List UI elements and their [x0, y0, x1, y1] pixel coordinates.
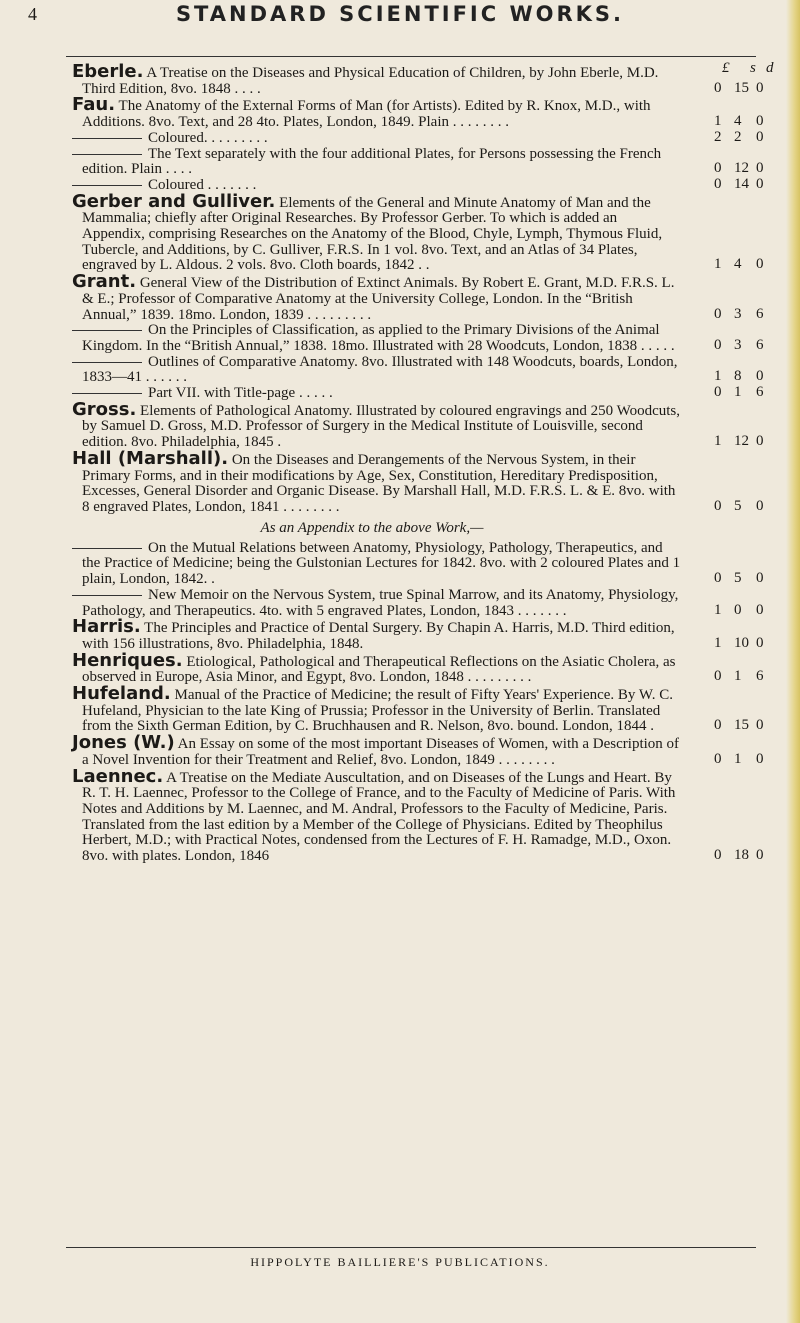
- entry-author: Fau.: [72, 94, 116, 116]
- price-shillings: 5: [734, 497, 742, 514]
- price-shillings: 1: [734, 384, 742, 401]
- entry-description: Outlines of Comparative Anatomy. 8vo. Illustrated with 148 Woodcuts, boards, London, 1833—41 . . . . . .: [82, 353, 678, 386]
- entry-text: [72, 94, 682, 131]
- running-title: STANDARD SCIENTIFIC WORKS.: [175, 2, 625, 26]
- price-shillings: 10: [734, 634, 749, 651]
- price-pence: 0: [756, 368, 764, 385]
- catalogue-entry: [72, 271, 772, 323]
- price-pence: 0: [756, 256, 764, 273]
- footer-rule: [66, 1247, 756, 1248]
- entry-author: Eberle.: [72, 61, 144, 82]
- price-pence: 0: [756, 113, 764, 130]
- price-shillings: 4: [734, 113, 742, 130]
- catalogue-entry: [72, 588, 772, 619]
- price-pence: 6: [756, 336, 764, 353]
- price-pence: 0: [756, 497, 764, 514]
- entry-text: [82, 355, 682, 386]
- entry-description: A Treatise on the Mediate Auscultation, and on Diseases of the Lungs and Heart. By R. T. H. Laennec, Professor to the College of France, and to the Faculty of Medicine of Paris. With Notes and Additions by M. Laennec, and M. Andral, Professors to the Faculty of Medicine, Paris. Translated from the last edition by a Member of the College of Physicians. Edited by Theophilus Herbert, M.D.; with Practical Notes, condensed from the Lectures of F. H. Ramadge, M.D., Oxon. 8vo. with plates. London, 1846: [82, 769, 676, 865]
- price-pence: 0: [756, 750, 764, 767]
- entry-text: [72, 398, 682, 451]
- price-pence: 6: [756, 305, 764, 322]
- price-pounds: 0: [714, 717, 722, 734]
- catalogue-entries: [72, 61, 772, 865]
- entry-text: [82, 386, 682, 402]
- appendix-note: As an Appendix to the above Work,—: [260, 519, 484, 536]
- entry-description: On the Diseases and Derangements of the Nervous System, in their Primary Forms, and in their modifications by Age, Sex, Constitution, Hereditary Predisposition, Excesses, General Disorder and Organic Disease. By Marshall Hall, M.D. F.R.S. L. & E. 8vo. with 8 engraved Plates, London, 1841 . . . . . . . .: [82, 451, 676, 515]
- price-shillings: 0: [734, 601, 742, 618]
- price-shillings: 3: [734, 336, 742, 353]
- page-edge: [786, 0, 800, 1323]
- price-shillings: 15: [734, 79, 749, 96]
- price-pounds: 0: [714, 750, 722, 767]
- entry-text: [72, 190, 682, 275]
- entry-text: [72, 447, 682, 516]
- entry-text: [72, 271, 682, 323]
- price-pounds: 0: [714, 668, 722, 685]
- entry-description: The Anatomy of the External Forms of Man (for Artists). Edited by R. Knox, M.D., with Additions. 8vo. Text, and 28 4to. Plates, London, 1849. Plain . . . . . . . .: [82, 98, 651, 131]
- price-pence: 0: [756, 128, 764, 145]
- header-rule: [66, 56, 756, 57]
- price-pounds: 0: [714, 570, 722, 587]
- shillings-header: s: [750, 60, 756, 76]
- entry-text: [72, 732, 682, 768]
- price-pounds: 1: [714, 601, 722, 618]
- price-shillings: 2: [734, 128, 742, 145]
- catalogue-entry: [72, 447, 772, 516]
- entry-author: Jones (W.): [72, 732, 175, 754]
- entry-author: Henriques.: [72, 649, 183, 671]
- catalogue-entry: [72, 398, 772, 451]
- pounds-header: £: [722, 60, 730, 76]
- catalogue-entry: [72, 147, 772, 178]
- price-pence: 0: [756, 160, 764, 177]
- price-pence: 0: [756, 717, 764, 734]
- catalogue-entry: [72, 649, 772, 686]
- entry-text: [72, 683, 682, 735]
- entry-description: The Text separately with the four additional Plates, for Persons possessing the French edition. Plain . . . .: [82, 145, 662, 178]
- catalogue-entry: [72, 541, 772, 588]
- price-pence: 6: [756, 384, 764, 401]
- entry-description: New Memoir on the Nervous System, true Spinal Marrow, and its Anatomy, Physiology, Pathology, and Therapeutics. 4to. with 5 engraved Plates, London, 1843 . . . . . . .: [82, 586, 679, 619]
- catalogue-entry: [72, 323, 772, 354]
- entry-author: Hall (Marshall).: [72, 447, 229, 469]
- entry-description: Part VII. with Title-page . . . . .: [148, 385, 333, 402]
- price-shillings: 3: [734, 305, 742, 322]
- price-pounds: 0: [714, 79, 722, 96]
- catalogue-entry: [72, 128, 772, 147]
- price-pounds: 0: [714, 497, 722, 514]
- entry-author: Harris.: [72, 616, 141, 638]
- entry-description: General View of the Distribution of Extinct Animals. By Robert E. Grant, M.D. F.R.S. L. & E.; Professor of Comparative Anatomy at the University College, London. In the “British Annual,” 1839. 18mo. London, 1839 . . . . . . . . .: [82, 275, 675, 323]
- price-pence: 0: [756, 570, 764, 587]
- price-pounds: 1: [714, 634, 722, 651]
- price-pounds: 0: [714, 847, 722, 864]
- entry-text: [82, 147, 682, 178]
- entry-author: Gross.: [72, 398, 137, 420]
- pence-header: d: [766, 60, 774, 76]
- price-shillings: 4: [734, 256, 742, 273]
- entry-text: [82, 588, 682, 619]
- entry-text: [72, 616, 682, 652]
- price-pence: 0: [756, 847, 764, 864]
- price-pounds: 1: [714, 113, 722, 130]
- entry-text: [72, 61, 682, 97]
- price-shillings: 12: [734, 433, 749, 450]
- entry-author: Hufeland.: [72, 683, 171, 705]
- page-number: 4: [28, 4, 37, 24]
- price-pence: 0: [756, 601, 764, 618]
- price-pence: 0: [756, 433, 764, 450]
- price-shillings: 12: [734, 160, 749, 177]
- price-pounds: 1: [714, 368, 722, 385]
- entry-description: The Principles and Practice of Dental Surgery. By Chapin A. Harris, M.D. Third edition, with 156 illustrations, 8vo. Philadelphia, 1848.: [82, 620, 675, 652]
- price-shillings: 1: [734, 668, 742, 685]
- price-pounds: 0: [714, 160, 722, 177]
- entry-description: Elements of Pathological Anatomy. Illustrated by coloured engravings and 250 Woodcuts, by Samuel D. Gross, M.D. Professor of Surgery in the Medical Institute of Louisville, second edition. 8vo. Philadelphia, 1845 .: [82, 402, 680, 451]
- entry-description: A Treatise on the Diseases and Physical Education of Children, by John Eberle, M.D. Third Edition, 8vo. 1848 . . . .: [82, 65, 659, 97]
- catalogue-entry: [72, 765, 772, 865]
- price-shillings: 15: [734, 717, 749, 734]
- entry-author: Gerber and Gulliver.: [72, 190, 276, 212]
- price-shillings: 5: [734, 570, 742, 587]
- catalogue-entry: [72, 616, 772, 652]
- entry-description: An Essay on some of the most important Diseases of Women, with a Description of a Novel Invention for their Treatment and Relief, 8vo. London, 1849 . . . . . . . .: [82, 736, 680, 768]
- price-pounds: 0: [714, 305, 722, 322]
- catalogue-entry: [72, 355, 772, 386]
- entry-description: Coloured . . . . . . .: [148, 176, 257, 193]
- price-pence: 6: [756, 668, 764, 685]
- entry-description: Elements of the General and Minute Anatomy of Man and the Mammalia; chiefly after Original Researches. By Professor Gerber. To which is added an Appendix, comprising Researches on the Anatomy of the Blood, Chyle, Lymph, Thymous Fluid, Tubercle, and Additions, by C. Gulliver, F.R.S. In 1 vol. 8vo. Text, and an Atlas of 34 Plates, engraved by L. Aldous. 2 vols. 8vo. Cloth boards, 1842 . .: [82, 194, 663, 274]
- catalogue-entry: [72, 94, 772, 131]
- catalogue-entry: [72, 61, 772, 97]
- entry-text: [82, 541, 682, 588]
- price-pounds: 0: [714, 175, 722, 192]
- price-pounds: 2: [714, 128, 722, 145]
- price-pence: 0: [756, 175, 764, 192]
- entry-author: Laennec.: [72, 765, 164, 787]
- price-pounds: 1: [714, 433, 722, 450]
- price-pence: 0: [756, 634, 764, 651]
- entry-text: [82, 131, 682, 147]
- entry-description: Coloured. . . . . . . . .: [148, 129, 268, 146]
- price-shillings: 1: [734, 750, 742, 767]
- entry-description: On the Principles of Classification, as applied to the Primary Divisions of the Animal Kingdom. In the “British Annual,” 1838. 18mo. Illustrated with 28 Woodcuts, London, 1838 . . . . .: [82, 322, 675, 354]
- price-shillings: 18: [734, 847, 749, 864]
- catalogue-entry: [72, 190, 772, 275]
- entry-text: [82, 323, 682, 354]
- publisher-footer: HIPPOLYTE BAILLIERE'S PUBLICATIONS.: [250, 1255, 550, 1269]
- catalogue-entry: [72, 386, 772, 402]
- catalogue-entry: [72, 732, 772, 768]
- catalogue-entry: [72, 683, 772, 735]
- entry-description: Etiological, Pathological and Therapeutical Reflections on the Asiatic Cholera, as observed in Europe, Asia Minor, and Egypt, 8vo. London, 1848 . . . . . . . . .: [82, 653, 676, 686]
- entry-description: On the Mutual Relations between Anatomy, Physiology, Pathology, Therapeutics, and the Practice of Medicine; being the Gulstonian Lectures for 1842. 8vo. with 2 coloured Plates and 1 plain, London, 1842. .: [82, 539, 681, 588]
- entry-description: Manual of the Practice of Medicine; the result of Fifty Years' Experience. By W. C. Hufeland, Physician to the late King of Prussia; Professor in the University of Berlin. Translated from the Sixth German Edition, by C. Bruchhausen and R. Nelson, 8vo. bound. London, 1844 .: [82, 687, 673, 735]
- entry-text: [72, 765, 682, 865]
- entry-author: Grant.: [72, 271, 137, 293]
- price-pounds: 0: [714, 384, 722, 401]
- price-pounds: 1: [714, 256, 722, 273]
- price-shillings: 14: [734, 175, 749, 192]
- price-pence: 0: [756, 79, 764, 96]
- entry-text: [72, 649, 682, 686]
- price-shillings: 8: [734, 368, 742, 385]
- price-pounds: 0: [714, 336, 722, 353]
